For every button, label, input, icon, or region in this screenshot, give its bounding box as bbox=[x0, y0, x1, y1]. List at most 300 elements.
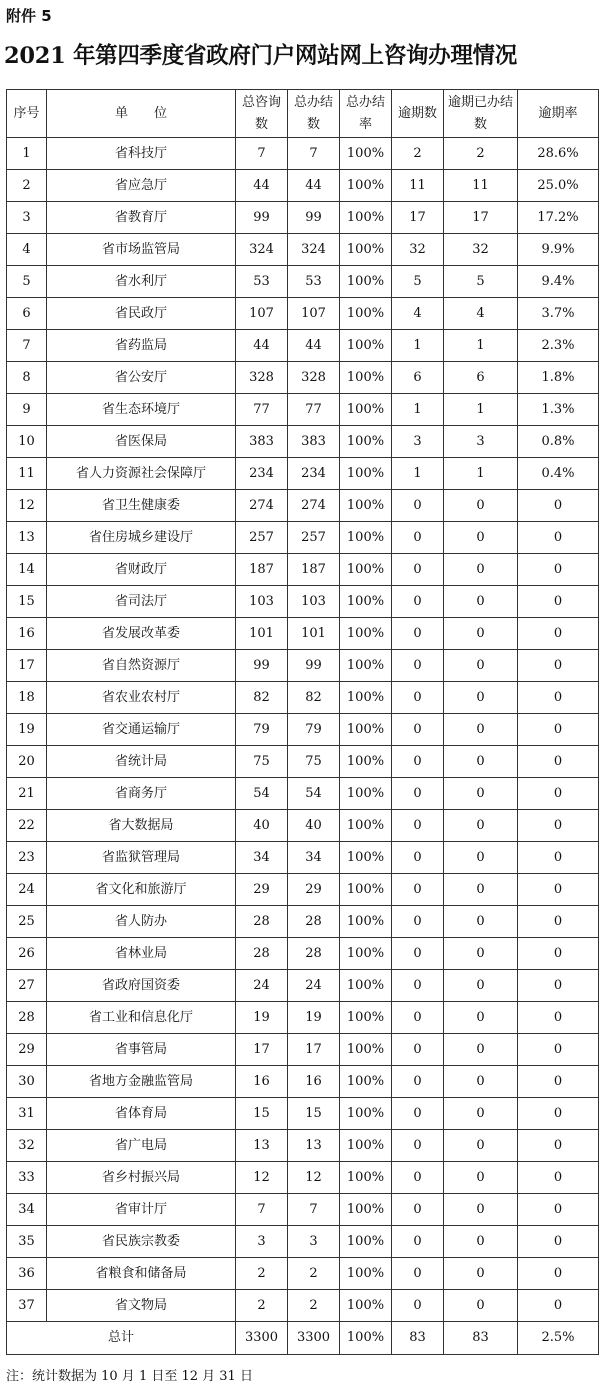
row-overdue-rate: 0 bbox=[518, 874, 599, 906]
row-overdue: 0 bbox=[392, 618, 444, 650]
row-total-consultations: 274 bbox=[236, 490, 288, 522]
row-unit: 省林业局 bbox=[47, 938, 236, 970]
row-index: 32 bbox=[7, 1130, 47, 1162]
row-total-consultations: 187 bbox=[236, 554, 288, 586]
row-total-completed: 234 bbox=[288, 458, 340, 490]
row-total-consultations: 24 bbox=[236, 970, 288, 1002]
row-total-completed: 99 bbox=[288, 202, 340, 234]
row-total-consultations: 28 bbox=[236, 938, 288, 970]
row-total-completed: 103 bbox=[288, 586, 340, 618]
row-completion-rate: 100% bbox=[340, 266, 392, 298]
row-total-completed: 82 bbox=[288, 682, 340, 714]
row-total-completed: 34 bbox=[288, 842, 340, 874]
row-overdue: 1 bbox=[392, 458, 444, 490]
row-overdue: 17 bbox=[392, 202, 444, 234]
row-index: 33 bbox=[7, 1162, 47, 1194]
row-unit: 省文物局 bbox=[47, 1290, 236, 1322]
row-completion-rate: 100% bbox=[340, 490, 392, 522]
row-total-completed: 77 bbox=[288, 394, 340, 426]
row-index: 20 bbox=[7, 746, 47, 778]
row-index: 1 bbox=[7, 138, 47, 170]
row-total-completed: 99 bbox=[288, 650, 340, 682]
header-overdue-rate: 逾期率 bbox=[518, 90, 599, 138]
row-completion-rate: 100% bbox=[340, 586, 392, 618]
row-unit: 省发展改革委 bbox=[47, 618, 236, 650]
row-total-completed: 257 bbox=[288, 522, 340, 554]
row-overdue: 32 bbox=[392, 234, 444, 266]
table-row bbox=[7, 650, 599, 682]
total-row bbox=[7, 1322, 599, 1355]
row-unit: 省司法厅 bbox=[47, 586, 236, 618]
row-unit: 省政府国资委 bbox=[47, 970, 236, 1002]
row-completion-rate: 100% bbox=[340, 1290, 392, 1322]
row-overdue-completed: 0 bbox=[444, 1130, 518, 1162]
row-completion-rate: 100% bbox=[340, 650, 392, 682]
row-overdue: 0 bbox=[392, 970, 444, 1002]
row-overdue-rate: 1.3% bbox=[518, 394, 599, 426]
row-overdue-rate: 0 bbox=[518, 682, 599, 714]
total-overdue-completed: 83 bbox=[444, 1322, 518, 1355]
row-index: 26 bbox=[7, 938, 47, 970]
row-completion-rate: 100% bbox=[340, 458, 392, 490]
row-index: 3 bbox=[7, 202, 47, 234]
row-overdue-rate: 0 bbox=[518, 1162, 599, 1194]
row-index: 5 bbox=[7, 266, 47, 298]
row-completion-rate: 100% bbox=[340, 138, 392, 170]
row-unit: 省卫生健康委 bbox=[47, 490, 236, 522]
table-row bbox=[7, 1290, 599, 1322]
row-overdue: 0 bbox=[392, 1226, 444, 1258]
table-row bbox=[7, 330, 599, 362]
row-completion-rate: 100% bbox=[340, 1098, 392, 1130]
row-unit: 省民族宗教委 bbox=[47, 1226, 236, 1258]
row-overdue-rate: 0 bbox=[518, 554, 599, 586]
row-total-completed: 328 bbox=[288, 362, 340, 394]
row-overdue-rate: 9.4% bbox=[518, 266, 599, 298]
total-overdue-rate: 2.5% bbox=[518, 1322, 599, 1355]
row-total-consultations: 75 bbox=[236, 746, 288, 778]
table-row bbox=[7, 938, 599, 970]
row-index: 16 bbox=[7, 618, 47, 650]
header-index: 序号 bbox=[7, 90, 47, 138]
row-unit: 省自然资源厅 bbox=[47, 650, 236, 682]
row-unit: 省生态环境厅 bbox=[47, 394, 236, 426]
row-index: 21 bbox=[7, 778, 47, 810]
row-index: 22 bbox=[7, 810, 47, 842]
row-overdue-completed: 0 bbox=[444, 682, 518, 714]
row-total-completed: 28 bbox=[288, 906, 340, 938]
row-overdue-rate: 0 bbox=[518, 1034, 599, 1066]
row-overdue-completed: 0 bbox=[444, 714, 518, 746]
row-overdue-rate: 0 bbox=[518, 906, 599, 938]
row-index: 9 bbox=[7, 394, 47, 426]
row-completion-rate: 100% bbox=[340, 1002, 392, 1034]
row-completion-rate: 100% bbox=[340, 234, 392, 266]
row-overdue: 1 bbox=[392, 330, 444, 362]
row-total-consultations: 3 bbox=[236, 1226, 288, 1258]
row-completion-rate: 100% bbox=[340, 746, 392, 778]
table-row bbox=[7, 1226, 599, 1258]
row-overdue: 0 bbox=[392, 586, 444, 618]
row-overdue-rate: 0 bbox=[518, 1258, 599, 1290]
row-index: 36 bbox=[7, 1258, 47, 1290]
row-overdue: 0 bbox=[392, 906, 444, 938]
row-overdue-rate: 0 bbox=[518, 1194, 599, 1226]
row-unit: 省事管局 bbox=[47, 1034, 236, 1066]
row-overdue-rate: 0 bbox=[518, 586, 599, 618]
row-index: 28 bbox=[7, 1002, 47, 1034]
table-row bbox=[7, 778, 599, 810]
row-overdue-rate: 0 bbox=[518, 1066, 599, 1098]
row-total-consultations: 2 bbox=[236, 1290, 288, 1322]
row-overdue-rate: 1.8% bbox=[518, 362, 599, 394]
row-unit: 省人力资源社会保障厅 bbox=[47, 458, 236, 490]
row-total-consultations: 53 bbox=[236, 266, 288, 298]
row-index: 35 bbox=[7, 1226, 47, 1258]
row-unit: 省地方金融监管局 bbox=[47, 1066, 236, 1098]
row-unit: 省粮食和储备局 bbox=[47, 1258, 236, 1290]
row-total-completed: 101 bbox=[288, 618, 340, 650]
row-total-consultations: 103 bbox=[236, 586, 288, 618]
header-unit: 单 位 bbox=[47, 90, 236, 138]
attachment-label: 附件 5 bbox=[6, 7, 52, 25]
row-total-consultations: 28 bbox=[236, 906, 288, 938]
row-overdue-rate: 0 bbox=[518, 1226, 599, 1258]
row-overdue: 0 bbox=[392, 938, 444, 970]
row-total-completed: 17 bbox=[288, 1034, 340, 1066]
row-overdue-rate: 17.2% bbox=[518, 202, 599, 234]
row-overdue-completed: 0 bbox=[444, 618, 518, 650]
row-overdue: 1 bbox=[392, 394, 444, 426]
total-completion-rate: 100% bbox=[340, 1322, 392, 1355]
table-row bbox=[7, 394, 599, 426]
row-total-completed: 7 bbox=[288, 1194, 340, 1226]
row-overdue-completed: 0 bbox=[444, 1034, 518, 1066]
row-overdue-completed: 0 bbox=[444, 1258, 518, 1290]
row-total-completed: 16 bbox=[288, 1066, 340, 1098]
row-overdue: 0 bbox=[392, 1034, 444, 1066]
row-overdue-rate: 0 bbox=[518, 714, 599, 746]
row-index: 17 bbox=[7, 650, 47, 682]
table-row bbox=[7, 266, 599, 298]
row-overdue-completed: 1 bbox=[444, 330, 518, 362]
row-index: 2 bbox=[7, 170, 47, 202]
row-overdue-rate: 9.9% bbox=[518, 234, 599, 266]
row-completion-rate: 100% bbox=[340, 1130, 392, 1162]
row-total-completed: 15 bbox=[288, 1098, 340, 1130]
row-overdue: 0 bbox=[392, 1130, 444, 1162]
row-unit: 省大数据局 bbox=[47, 810, 236, 842]
table-row bbox=[7, 682, 599, 714]
row-total-consultations: 19 bbox=[236, 1002, 288, 1034]
footnote: 注：统计数据为 10 月 1 日至 12 月 31 日 bbox=[6, 1369, 253, 1384]
row-overdue: 0 bbox=[392, 522, 444, 554]
row-total-consultations: 99 bbox=[236, 650, 288, 682]
row-overdue-completed: 1 bbox=[444, 458, 518, 490]
row-overdue-rate: 0.8% bbox=[518, 426, 599, 458]
row-index: 23 bbox=[7, 842, 47, 874]
row-overdue-completed: 0 bbox=[444, 1098, 518, 1130]
row-total-consultations: 16 bbox=[236, 1066, 288, 1098]
table-row bbox=[7, 202, 599, 234]
row-overdue-rate: 3.7% bbox=[518, 298, 599, 330]
row-overdue: 6 bbox=[392, 362, 444, 394]
row-overdue-completed: 0 bbox=[444, 778, 518, 810]
table-row bbox=[7, 1034, 599, 1066]
row-total-completed: 44 bbox=[288, 170, 340, 202]
row-completion-rate: 100% bbox=[340, 362, 392, 394]
row-overdue-rate: 0.4% bbox=[518, 458, 599, 490]
row-overdue: 3 bbox=[392, 426, 444, 458]
row-completion-rate: 100% bbox=[340, 874, 392, 906]
row-overdue-rate: 0 bbox=[518, 1130, 599, 1162]
row-overdue-completed: 0 bbox=[444, 522, 518, 554]
row-overdue-rate: 0 bbox=[518, 970, 599, 1002]
row-overdue: 4 bbox=[392, 298, 444, 330]
row-unit: 省应急厅 bbox=[47, 170, 236, 202]
total-label: 总计 bbox=[7, 1322, 236, 1355]
row-completion-rate: 100% bbox=[340, 1194, 392, 1226]
row-overdue: 2 bbox=[392, 138, 444, 170]
row-index: 19 bbox=[7, 714, 47, 746]
row-completion-rate: 100% bbox=[340, 330, 392, 362]
row-overdue-completed: 0 bbox=[444, 746, 518, 778]
row-index: 10 bbox=[7, 426, 47, 458]
table-row bbox=[7, 1162, 599, 1194]
row-overdue: 0 bbox=[392, 1066, 444, 1098]
row-overdue-completed: 5 bbox=[444, 266, 518, 298]
row-overdue: 0 bbox=[392, 650, 444, 682]
row-overdue: 0 bbox=[392, 874, 444, 906]
row-unit: 省医保局 bbox=[47, 426, 236, 458]
row-total-consultations: 12 bbox=[236, 1162, 288, 1194]
row-index: 29 bbox=[7, 1034, 47, 1066]
row-total-consultations: 328 bbox=[236, 362, 288, 394]
row-total-completed: 40 bbox=[288, 810, 340, 842]
row-unit: 省药监局 bbox=[47, 330, 236, 362]
row-total-completed: 75 bbox=[288, 746, 340, 778]
row-total-consultations: 79 bbox=[236, 714, 288, 746]
row-overdue-rate: 0 bbox=[518, 650, 599, 682]
row-overdue-rate: 25.0% bbox=[518, 170, 599, 202]
table-row bbox=[7, 522, 599, 554]
row-total-consultations: 54 bbox=[236, 778, 288, 810]
row-overdue: 11 bbox=[392, 170, 444, 202]
row-total-completed: 12 bbox=[288, 1162, 340, 1194]
row-total-completed: 3 bbox=[288, 1226, 340, 1258]
row-overdue: 0 bbox=[392, 1258, 444, 1290]
row-total-consultations: 383 bbox=[236, 426, 288, 458]
row-overdue-rate: 0 bbox=[518, 778, 599, 810]
row-completion-rate: 100% bbox=[340, 170, 392, 202]
row-overdue-completed: 0 bbox=[444, 586, 518, 618]
row-index: 18 bbox=[7, 682, 47, 714]
row-index: 34 bbox=[7, 1194, 47, 1226]
total-overdue: 83 bbox=[392, 1322, 444, 1355]
row-completion-rate: 100% bbox=[340, 394, 392, 426]
row-total-consultations: 44 bbox=[236, 170, 288, 202]
row-overdue-rate: 0 bbox=[518, 1002, 599, 1034]
table-row bbox=[7, 1258, 599, 1290]
row-total-consultations: 324 bbox=[236, 234, 288, 266]
consultation-table bbox=[6, 89, 599, 1355]
row-overdue-rate: 0 bbox=[518, 938, 599, 970]
row-overdue-completed: 6 bbox=[444, 362, 518, 394]
row-total-completed: 79 bbox=[288, 714, 340, 746]
row-total-completed: 274 bbox=[288, 490, 340, 522]
table-row bbox=[7, 586, 599, 618]
table-header-row bbox=[7, 90, 599, 138]
row-total-completed: 29 bbox=[288, 874, 340, 906]
row-total-completed: 54 bbox=[288, 778, 340, 810]
row-overdue: 5 bbox=[392, 266, 444, 298]
table-row bbox=[7, 170, 599, 202]
row-overdue: 0 bbox=[392, 714, 444, 746]
row-overdue-rate: 2.3% bbox=[518, 330, 599, 362]
row-overdue-completed: 17 bbox=[444, 202, 518, 234]
row-total-consultations: 17 bbox=[236, 1034, 288, 1066]
row-unit: 省农业农村厅 bbox=[47, 682, 236, 714]
row-completion-rate: 100% bbox=[340, 426, 392, 458]
header-total-completed: 总办结数 bbox=[288, 90, 340, 138]
row-completion-rate: 100% bbox=[340, 522, 392, 554]
row-completion-rate: 100% bbox=[340, 554, 392, 586]
row-overdue-completed: 0 bbox=[444, 938, 518, 970]
row-index: 4 bbox=[7, 234, 47, 266]
row-overdue-completed: 0 bbox=[444, 1194, 518, 1226]
row-total-completed: 187 bbox=[288, 554, 340, 586]
row-overdue: 0 bbox=[392, 1162, 444, 1194]
row-overdue: 0 bbox=[392, 1290, 444, 1322]
row-total-completed: 383 bbox=[288, 426, 340, 458]
table-row bbox=[7, 234, 599, 266]
total-consultations: 3300 bbox=[236, 1322, 288, 1355]
row-unit: 省交通运输厅 bbox=[47, 714, 236, 746]
row-index: 15 bbox=[7, 586, 47, 618]
table-row bbox=[7, 458, 599, 490]
row-total-completed: 44 bbox=[288, 330, 340, 362]
row-completion-rate: 100% bbox=[340, 298, 392, 330]
row-total-consultations: 34 bbox=[236, 842, 288, 874]
row-overdue-completed: 0 bbox=[444, 1002, 518, 1034]
row-index: 25 bbox=[7, 906, 47, 938]
table-row bbox=[7, 618, 599, 650]
row-unit: 省科技厅 bbox=[47, 138, 236, 170]
table-row bbox=[7, 1098, 599, 1130]
row-completion-rate: 100% bbox=[340, 1034, 392, 1066]
row-index: 37 bbox=[7, 1290, 47, 1322]
row-overdue-completed: 1 bbox=[444, 394, 518, 426]
row-completion-rate: 100% bbox=[340, 682, 392, 714]
row-overdue: 0 bbox=[392, 1002, 444, 1034]
row-index: 6 bbox=[7, 298, 47, 330]
total-completed: 3300 bbox=[288, 1322, 340, 1355]
row-total-completed: 53 bbox=[288, 266, 340, 298]
row-overdue-completed: 2 bbox=[444, 138, 518, 170]
table-row bbox=[7, 714, 599, 746]
row-overdue-rate: 0 bbox=[518, 842, 599, 874]
row-index: 31 bbox=[7, 1098, 47, 1130]
row-completion-rate: 100% bbox=[340, 1066, 392, 1098]
row-index: 24 bbox=[7, 874, 47, 906]
row-unit: 省体育局 bbox=[47, 1098, 236, 1130]
row-completion-rate: 100% bbox=[340, 618, 392, 650]
row-overdue: 0 bbox=[392, 1194, 444, 1226]
table-row bbox=[7, 298, 599, 330]
row-completion-rate: 100% bbox=[340, 970, 392, 1002]
row-overdue-rate: 0 bbox=[518, 618, 599, 650]
row-completion-rate: 100% bbox=[340, 842, 392, 874]
row-unit: 省工业和信息化厅 bbox=[47, 1002, 236, 1034]
row-unit: 省公安厅 bbox=[47, 362, 236, 394]
row-completion-rate: 100% bbox=[340, 1162, 392, 1194]
row-overdue-rate: 0 bbox=[518, 746, 599, 778]
row-overdue-rate: 0 bbox=[518, 522, 599, 554]
row-unit: 省文化和旅游厅 bbox=[47, 874, 236, 906]
row-index: 13 bbox=[7, 522, 47, 554]
row-total-consultations: 44 bbox=[236, 330, 288, 362]
row-overdue-completed: 0 bbox=[444, 1066, 518, 1098]
row-overdue-completed: 0 bbox=[444, 810, 518, 842]
header-overdue: 逾期数 bbox=[392, 90, 444, 138]
row-overdue-rate: 0 bbox=[518, 1290, 599, 1322]
header-total-consultations: 总咨询数 bbox=[236, 90, 288, 138]
row-unit: 省统计局 bbox=[47, 746, 236, 778]
row-total-completed: 107 bbox=[288, 298, 340, 330]
row-overdue-completed: 32 bbox=[444, 234, 518, 266]
row-overdue-completed: 11 bbox=[444, 170, 518, 202]
row-overdue: 0 bbox=[392, 842, 444, 874]
row-overdue-completed: 4 bbox=[444, 298, 518, 330]
row-total-consultations: 7 bbox=[236, 1194, 288, 1226]
row-overdue-completed: 3 bbox=[444, 426, 518, 458]
row-total-consultations: 15 bbox=[236, 1098, 288, 1130]
header-completion-rate: 总办结率 bbox=[340, 90, 392, 138]
row-unit: 省广电局 bbox=[47, 1130, 236, 1162]
row-total-completed: 2 bbox=[288, 1258, 340, 1290]
row-total-consultations: 107 bbox=[236, 298, 288, 330]
row-overdue-completed: 0 bbox=[444, 650, 518, 682]
row-total-consultations: 13 bbox=[236, 1130, 288, 1162]
table-row bbox=[7, 490, 599, 522]
row-overdue: 0 bbox=[392, 554, 444, 586]
row-completion-rate: 100% bbox=[340, 714, 392, 746]
table-row bbox=[7, 746, 599, 778]
row-overdue: 0 bbox=[392, 1098, 444, 1130]
row-unit: 省市场监管局 bbox=[47, 234, 236, 266]
row-unit: 省监狱管理局 bbox=[47, 842, 236, 874]
row-overdue-rate: 0 bbox=[518, 810, 599, 842]
row-total-consultations: 77 bbox=[236, 394, 288, 426]
table-row bbox=[7, 426, 599, 458]
row-completion-rate: 100% bbox=[340, 906, 392, 938]
row-completion-rate: 100% bbox=[340, 1226, 392, 1258]
row-overdue-rate: 0 bbox=[518, 490, 599, 522]
row-total-completed: 24 bbox=[288, 970, 340, 1002]
row-unit: 省水利厅 bbox=[47, 266, 236, 298]
table-row bbox=[7, 874, 599, 906]
row-overdue-completed: 0 bbox=[444, 554, 518, 586]
row-overdue-rate: 0 bbox=[518, 1098, 599, 1130]
row-unit: 省乡村振兴局 bbox=[47, 1162, 236, 1194]
table-row bbox=[7, 362, 599, 394]
row-completion-rate: 100% bbox=[340, 1258, 392, 1290]
row-unit: 省商务厅 bbox=[47, 778, 236, 810]
row-index: 14 bbox=[7, 554, 47, 586]
table-row bbox=[7, 554, 599, 586]
row-total-consultations: 29 bbox=[236, 874, 288, 906]
row-total-consultations: 2 bbox=[236, 1258, 288, 1290]
